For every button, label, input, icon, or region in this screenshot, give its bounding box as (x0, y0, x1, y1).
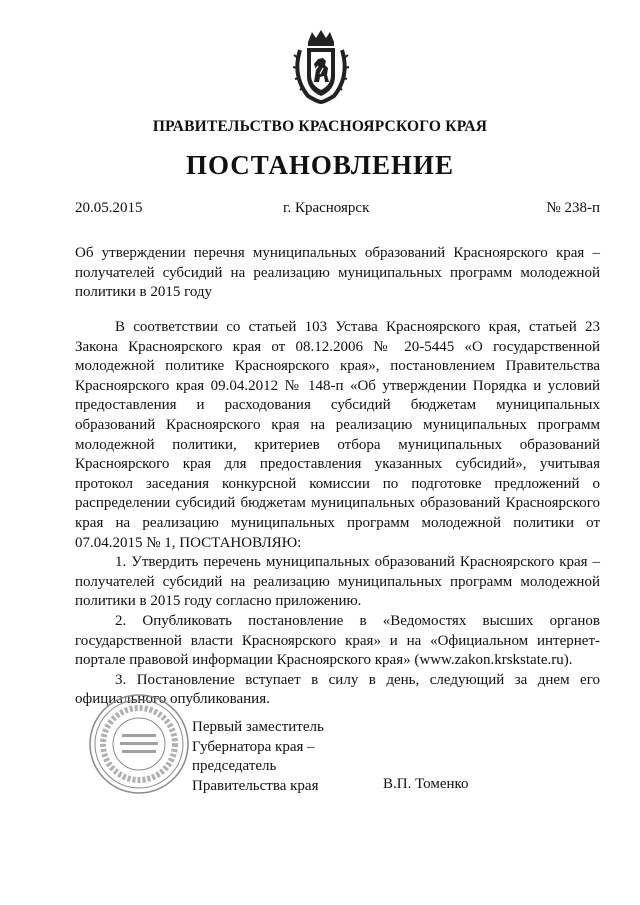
signatory-name: В.П. Томенко (383, 776, 469, 792)
item-3-paragraph: 3. Постановление вступает в силу в день, следующий за днем его официального опубликования. (75, 671, 600, 708)
official-round-seal-icon (88, 693, 190, 795)
item-1-paragraph: 1. Утвердить перечень муниципальных образований Красноярского края – получателей субсидий на реализацию муниципальных программ молодежной политики в 2015 году согласно приложению. (75, 554, 600, 610)
preamble-paragraph: В соответствии со статьей 103 Устава Красноярского края, статьей 23 Закона Красноярского края от 08.12.2006 № 20-5445 «О государственной молодежной политике Красноярского края», постановлением Правительства Красноярского края 09.04.2012 № 148-п «Об утверждении Порядка и условий предоставления и расходования субсидий бюджетам муниципальных образований Красноярского края на реализацию муниципальных программ молодежной политики, критериев отбора муниципальных образований Красноярского края для предоставления указанных субсидий», учитывая протокол заседания конкурсной комиссии по подготовке предложений о распределении субсидий бюджетам муниципальных образований Красноярского края на реализацию муниципальных программ молодежной политики от 07.04.2015 № 1, ПОСТАНОВЛЯЮ: (75, 319, 600, 551)
item-2-paragraph: 2. Опубликовать постановление в «Ведомостях высших органов государственной власти Красноярского края» и на «Официальном интернет-портале правовой информации Красноярского края» (www.zakon.krskstate.ru). (75, 612, 600, 669)
document-type-title: ПОСТАНОВЛЕНИЕ (185, 150, 455, 180)
document-body (75, 318, 600, 710)
document-number: № 238-п (546, 200, 600, 216)
signatory-title (192, 718, 324, 796)
signatory-title-line: Первый заместитель (192, 719, 324, 735)
document-city: г. Красноярск (283, 200, 370, 216)
signatory-title-line: Губернатора края – (192, 738, 315, 755)
document-date: 20.05.2015 (75, 200, 143, 216)
krasnoyarsk-coat-of-arms-icon (290, 28, 352, 104)
signatory-title-line: председатель (192, 758, 277, 774)
signatory-title-line: Правительства края (192, 777, 319, 794)
government-name: ПРАВИТЕЛЬСТВО КРАСНОЯРСКОГО КРАЯ (152, 118, 488, 135)
document-subject: Об утверждении перечня муниципальных образований Красноярского края – получателей субсидий на реализацию муниципальных программ молодежной политики в 2015 году (75, 245, 600, 300)
